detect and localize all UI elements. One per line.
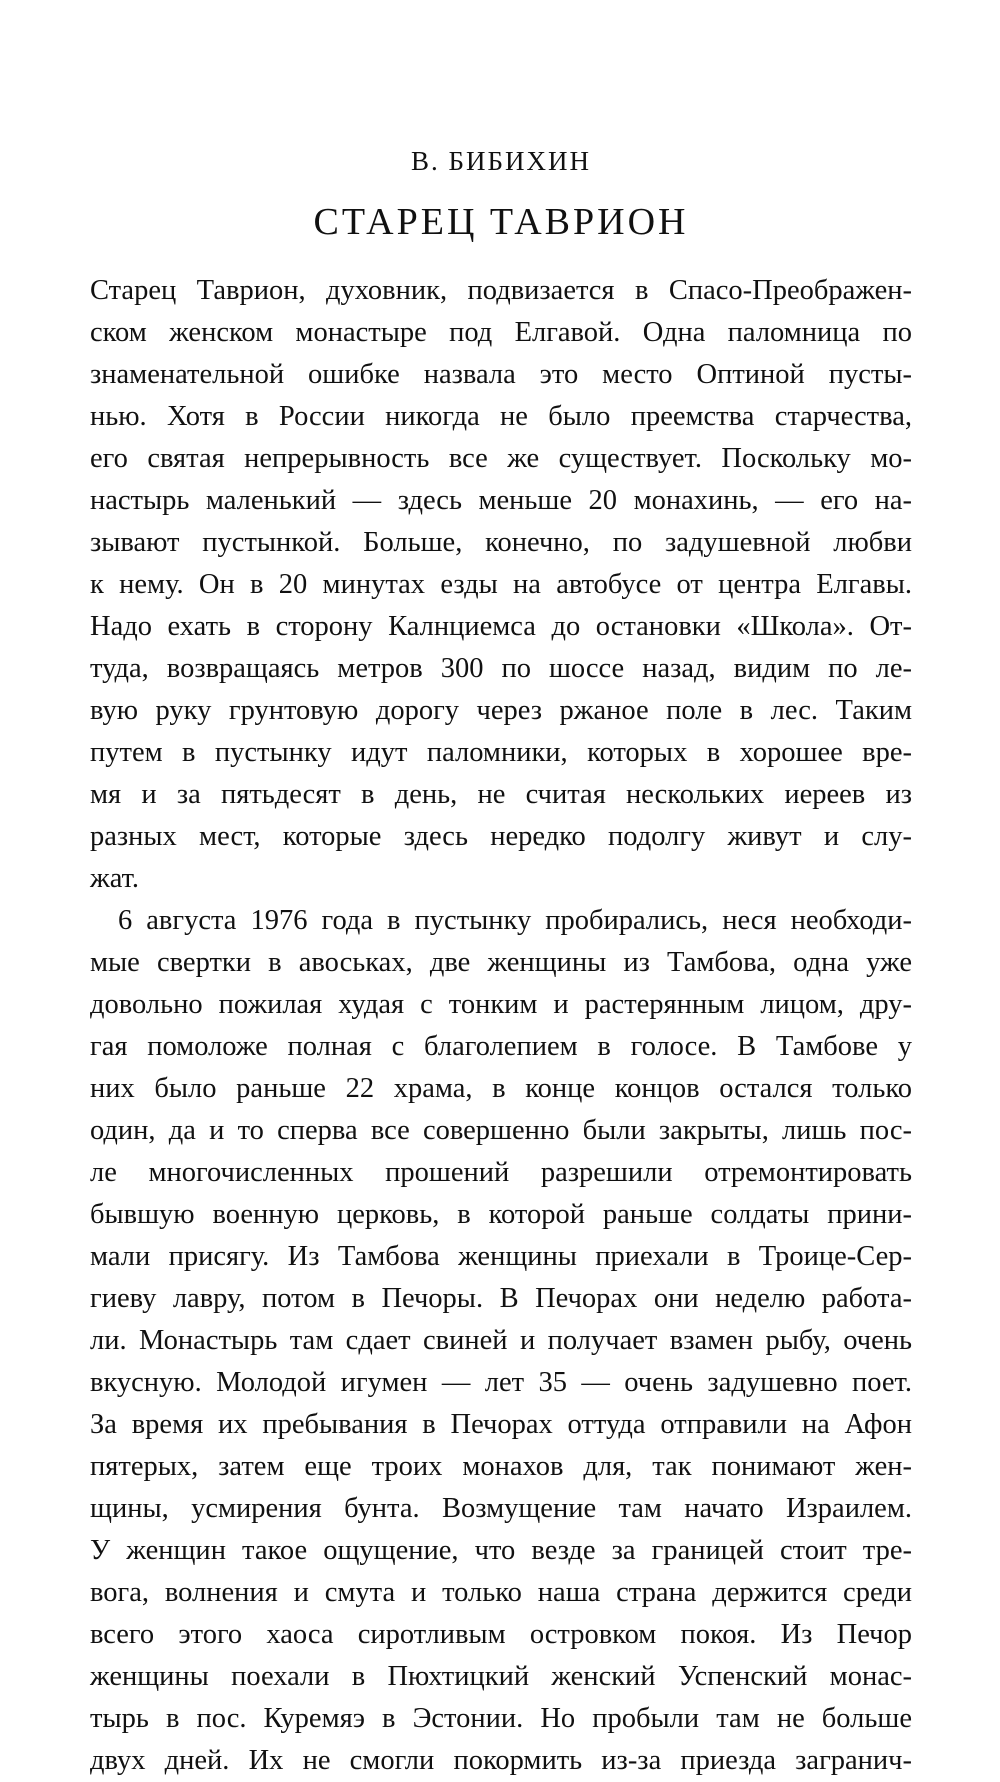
author-heading: В. БИБИХИН xyxy=(410,146,591,176)
text-line: двух дней. Их не смогли покормить из-за приезда загранич- xyxy=(90,1745,912,1776)
text-line: Старец Таврион, духовник, подвизается в Спасо-Преображен- xyxy=(90,275,912,306)
text-line: ском женском монастыре под Елгавой. Одна паломница по xyxy=(90,317,912,348)
text-line: бывшую военную церковь, в которой раньше солдаты прини- xyxy=(90,1199,912,1230)
text-line: них было раньше 22 храма, в конце концов остался только xyxy=(90,1073,912,1104)
text-line: вога, волнения и смута и только наша страна держится среди xyxy=(90,1577,912,1608)
text-line: довольно пожилая худая с тонким и растерянным лицом, дру- xyxy=(90,989,912,1020)
text-line: разных мест, которые здесь нередко подолгу живут и слу- xyxy=(90,821,912,852)
text-line: всего этого хаоса сиротливым островком покоя. Из Печор xyxy=(90,1619,912,1650)
text-line: мали присягу. Из Тамбова женщины приехали в Троице-Сер- xyxy=(90,1241,912,1272)
text-line: знаменательной ошибке назвала это место Оптиной пусты- xyxy=(90,359,912,390)
paragraph xyxy=(90,270,912,900)
text-line: ли. Монастырь там сдает свиней и получает взамен рыбу, очень xyxy=(90,1325,912,1356)
text-line: гая помоложе полная с благолепием в голосе. В Тамбове у xyxy=(90,1031,912,1062)
text-line: мые свертки в авоськах, две женщины из Тамбова, одна уже xyxy=(90,947,912,978)
text-line: пятерых, затем еще троих монахов для, так понимают жен- xyxy=(90,1451,912,1482)
text-line: гиеву лавру, потом в Печоры. В Печорах они неделю работа- xyxy=(90,1283,912,1314)
text-line: один, да и то сперва все совершенно были закрыты, лишь пос- xyxy=(90,1115,912,1146)
text-line: женщины поехали в Пюхтицкий женский Успенский монас- xyxy=(90,1661,912,1692)
text-line: его святая непрерывность все же существует. Поскольку мо- xyxy=(90,443,912,474)
text-line: мя и за пятьдесят в день, не считая нескольких иереев из xyxy=(90,779,912,810)
book-page xyxy=(90,0,912,1776)
text-line: У женщин такое ощущение, что везде за границей стоит тре- xyxy=(90,1535,912,1566)
text-line: жат. xyxy=(90,863,140,894)
text-line: вую руку грунтовую дорогу через ржаное поле в лес. Таким xyxy=(90,695,912,726)
body-text xyxy=(90,270,912,1782)
text-line: нью. Хотя в России никогда не было преемства старчества, xyxy=(90,401,912,432)
paragraph xyxy=(90,900,912,1782)
text-line: щины, усмирения бунта. Возмущение там начато Израилем. xyxy=(90,1493,912,1524)
chapter-title: СТАРЕЦ ТАВРИОН xyxy=(313,201,689,243)
text-line: зывают пустынкой. Больше, конечно, по задушевной любви xyxy=(90,527,912,558)
text-line: 6 августа 1976 года в пустынку пробирались, неся необходи- xyxy=(118,905,912,936)
text-line: Надо ехать в сторону Калнциемса до остановки «Школа». От- xyxy=(90,611,912,642)
text-line: туда, возвращаясь метров 300 по шоссе назад, видим по ле- xyxy=(90,653,912,684)
text-line: За время их пребывания в Печорах оттуда отправили на Афон xyxy=(90,1409,912,1440)
text-line: настырь маленький — здесь меньше 20 монахинь, — его на- xyxy=(90,485,912,516)
text-line: вкусную. Молодой игумен — лет 35 — очень задушевно поет. xyxy=(90,1367,912,1398)
text-line: тырь в пос. Куремяэ в Эстонии. Но пробыли там не больше xyxy=(90,1703,912,1734)
text-line: ле многочисленных прошений разрешили отремонтировать xyxy=(90,1157,912,1188)
text-line: к нему. Он в 20 минутах езды на автобусе от центра Елгавы. xyxy=(90,569,912,600)
text-line: путем в пустынку идут паломники, которых в хорошее вре- xyxy=(90,737,912,768)
